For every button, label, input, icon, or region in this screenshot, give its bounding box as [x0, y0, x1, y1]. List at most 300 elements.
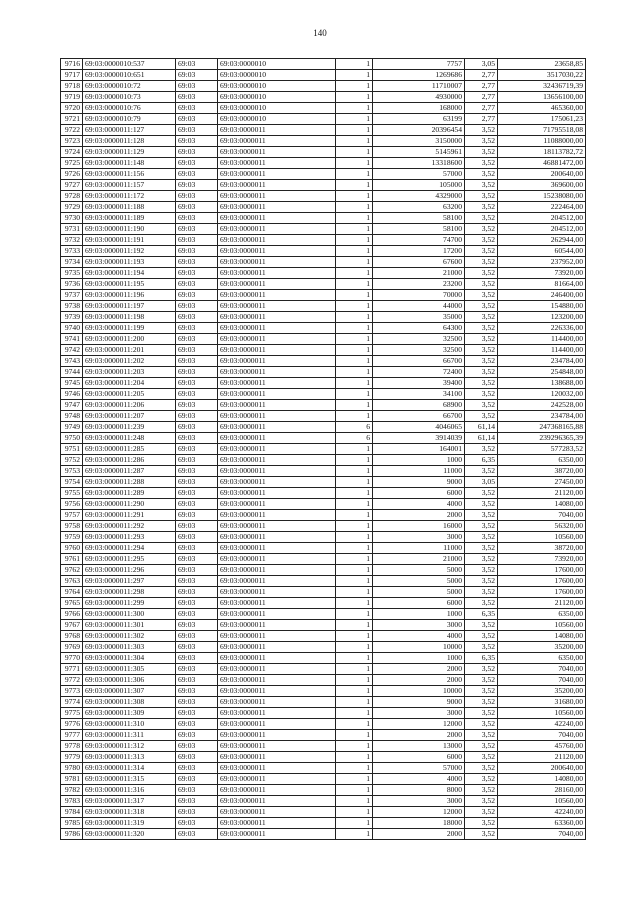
table-row [61, 70, 586, 81]
area-value-cell: 9000 [373, 697, 465, 708]
specific-value-cell: 3,52 [465, 752, 498, 763]
cadastral-value-cell: 262944,00 [498, 235, 586, 246]
cadastral-number-cell: 69:03:0000011:305 [83, 664, 176, 675]
table-row [61, 433, 586, 444]
table-row [61, 697, 586, 708]
row-number-cell: 9762 [61, 565, 83, 576]
cadastral-quarter-cell: 69:03:0000011 [218, 312, 336, 323]
specific-value-cell: 6,35 [465, 455, 498, 466]
district-code-cell: 69:03 [176, 125, 218, 136]
row-number-cell: 9740 [61, 323, 83, 334]
use-group-cell: 1 [336, 158, 373, 169]
table-row [61, 763, 586, 774]
area-value-cell: 4930000 [373, 92, 465, 103]
district-code-cell: 69:03 [176, 81, 218, 92]
cadastral-value-cell: 10560,00 [498, 708, 586, 719]
cadastral-value-cell: 175061,23 [498, 114, 586, 125]
cadastral-quarter-cell: 69:03:0000011 [218, 774, 336, 785]
cadastral-quarter-cell: 69:03:0000011 [218, 477, 336, 488]
cadastral-value-cell: 42240,00 [498, 719, 586, 730]
cadastral-value-cell: 71795518,08 [498, 125, 586, 136]
specific-value-cell: 2,77 [465, 92, 498, 103]
area-value-cell: 1269686 [373, 70, 465, 81]
use-group-cell: 1 [336, 81, 373, 92]
area-value-cell: 12000 [373, 807, 465, 818]
cadastral-number-cell: 69:03:0000011:304 [83, 653, 176, 664]
cadastral-value-cell: 3517030,22 [498, 70, 586, 81]
district-code-cell: 69:03 [176, 279, 218, 290]
area-value-cell: 5000 [373, 565, 465, 576]
cadastral-number-cell: 69:03:0000011:308 [83, 697, 176, 708]
district-code-cell: 69:03 [176, 180, 218, 191]
table-row [61, 246, 586, 257]
area-value-cell: 9000 [373, 477, 465, 488]
cadastral-value-cell: 46881472,00 [498, 158, 586, 169]
district-code-cell: 69:03 [176, 719, 218, 730]
use-group-cell: 1 [336, 763, 373, 774]
cadastral-quarter-cell: 69:03:0000011 [218, 785, 336, 796]
row-number-cell: 9746 [61, 389, 83, 400]
cadastral-value-cell: 63360,00 [498, 818, 586, 829]
cadastral-quarter-cell: 69:03:0000011 [218, 422, 336, 433]
cadastral-number-cell: 69:03:0000011:313 [83, 752, 176, 763]
district-code-cell: 69:03 [176, 477, 218, 488]
use-group-cell: 1 [336, 642, 373, 653]
cadastral-number-cell: 69:03:0000011:198 [83, 312, 176, 323]
cadastral-quarter-cell: 69:03:0000011 [218, 257, 336, 268]
table-row [61, 576, 586, 587]
district-code-cell: 69:03 [176, 455, 218, 466]
cadastral-number-cell: 69:03:0000010:79 [83, 114, 176, 125]
row-number-cell: 9737 [61, 290, 83, 301]
district-code-cell: 69:03 [176, 741, 218, 752]
specific-value-cell: 3,52 [465, 807, 498, 818]
area-value-cell: 3000 [373, 796, 465, 807]
district-code-cell: 69:03 [176, 642, 218, 653]
use-group-cell: 1 [336, 477, 373, 488]
district-code-cell: 69:03 [176, 510, 218, 521]
cadastral-value-cell: 7040,00 [498, 675, 586, 686]
table-row [61, 521, 586, 532]
cadastral-quarter-cell: 69:03:0000011 [218, 818, 336, 829]
specific-value-cell: 3,52 [465, 554, 498, 565]
row-number-cell: 9771 [61, 664, 83, 675]
cadastral-quarter-cell: 69:03:0000011 [218, 686, 336, 697]
area-value-cell: 39400 [373, 378, 465, 389]
district-code-cell: 69:03 [176, 400, 218, 411]
district-code-cell: 69:03 [176, 191, 218, 202]
district-code-cell: 69:03 [176, 411, 218, 422]
table-row [61, 785, 586, 796]
table-row [61, 147, 586, 158]
cadastral-number-cell: 69:03:0000011:172 [83, 191, 176, 202]
table-row [61, 653, 586, 664]
cadastral-number-cell: 69:03:0000010:73 [83, 92, 176, 103]
cadastral-quarter-cell: 69:03:0000011 [218, 664, 336, 675]
specific-value-cell: 2,77 [465, 81, 498, 92]
row-number-cell: 9744 [61, 367, 83, 378]
cadastral-quarter-cell: 69:03:0000011 [218, 378, 336, 389]
cadastral-quarter-cell: 69:03:0000011 [218, 675, 336, 686]
use-group-cell: 1 [336, 59, 373, 70]
use-group-cell: 1 [336, 125, 373, 136]
district-code-cell: 69:03 [176, 103, 218, 114]
cadastral-value-cell: 38720,00 [498, 466, 586, 477]
specific-value-cell: 3,52 [465, 763, 498, 774]
row-number-cell: 9758 [61, 521, 83, 532]
specific-value-cell: 3,52 [465, 257, 498, 268]
cadastral-quarter-cell: 69:03:0000011 [218, 620, 336, 631]
cadastral-value-cell: 6350,00 [498, 455, 586, 466]
cadastral-number-cell: 69:03:0000011:297 [83, 576, 176, 587]
area-value-cell: 3000 [373, 620, 465, 631]
district-code-cell: 69:03 [176, 543, 218, 554]
cadastral-quarter-cell: 69:03:0000011 [218, 125, 336, 136]
cadastral-number-cell: 69:03:0000011:299 [83, 598, 176, 609]
cadastral-value-cell: 222464,00 [498, 202, 586, 213]
use-group-cell: 1 [336, 774, 373, 785]
cadastral-value-cell: 247368165,88 [498, 422, 586, 433]
use-group-cell: 1 [336, 818, 373, 829]
area-value-cell: 10000 [373, 642, 465, 653]
area-value-cell: 10000 [373, 686, 465, 697]
cadastral-value-cell: 7040,00 [498, 664, 586, 675]
use-group-cell: 1 [336, 268, 373, 279]
cadastral-value-cell: 35200,00 [498, 686, 586, 697]
cadastral-number-cell: 69:03:0000011:289 [83, 488, 176, 499]
cadastral-number-cell: 69:03:0000011:148 [83, 158, 176, 169]
table-row [61, 158, 586, 169]
area-value-cell: 58100 [373, 224, 465, 235]
cadastral-quarter-cell: 69:03:0000011 [218, 433, 336, 444]
cadastral-value-cell: 7040,00 [498, 829, 586, 840]
district-code-cell: 69:03 [176, 356, 218, 367]
specific-value-cell: 3,52 [465, 620, 498, 631]
cadastral-quarter-cell: 69:03:0000011 [218, 752, 336, 763]
cadastral-value-cell: 114400,00 [498, 334, 586, 345]
cadastral-number-cell: 69:03:0000011:318 [83, 807, 176, 818]
cadastral-quarter-cell: 69:03:0000011 [218, 829, 336, 840]
cadastral-number-cell: 69:03:0000011:286 [83, 455, 176, 466]
cadastral-quarter-cell: 69:03:0000011 [218, 235, 336, 246]
area-value-cell: 64300 [373, 323, 465, 334]
use-group-cell: 1 [336, 521, 373, 532]
cadastral-value-cell: 246400,00 [498, 290, 586, 301]
cadastral-value-cell: 21120,00 [498, 488, 586, 499]
use-group-cell: 1 [336, 829, 373, 840]
district-code-cell: 69:03 [176, 532, 218, 543]
table-row [61, 477, 586, 488]
cadastral-value-cell: 226336,00 [498, 323, 586, 334]
cadastral-quarter-cell: 69:03:0000011 [218, 411, 336, 422]
area-value-cell: 3000 [373, 532, 465, 543]
row-number-cell: 9741 [61, 334, 83, 345]
table-row [61, 136, 586, 147]
cadastral-value-cell: 204512,00 [498, 224, 586, 235]
use-group-cell: 1 [336, 741, 373, 752]
district-code-cell: 69:03 [176, 774, 218, 785]
table-row [61, 367, 586, 378]
table-row [61, 664, 586, 675]
cadastral-value-cell: 17600,00 [498, 565, 586, 576]
specific-value-cell: 3,52 [465, 785, 498, 796]
row-number-cell: 9728 [61, 191, 83, 202]
specific-value-cell: 3,05 [465, 59, 498, 70]
area-value-cell: 72400 [373, 367, 465, 378]
specific-value-cell: 3,52 [465, 444, 498, 455]
district-code-cell: 69:03 [176, 620, 218, 631]
use-group-cell: 1 [336, 807, 373, 818]
cadastral-quarter-cell: 69:03:0000011 [218, 708, 336, 719]
use-group-cell: 1 [336, 257, 373, 268]
table-row [61, 125, 586, 136]
specific-value-cell: 3,52 [465, 268, 498, 279]
cadastral-number-cell: 69:03:0000011:129 [83, 147, 176, 158]
cadastral-quarter-cell: 69:03:0000010 [218, 70, 336, 81]
use-group-cell: 1 [336, 356, 373, 367]
row-number-cell: 9749 [61, 422, 83, 433]
district-code-cell: 69:03 [176, 235, 218, 246]
specific-value-cell: 3,52 [465, 741, 498, 752]
cadastral-number-cell: 69:03:0000011:320 [83, 829, 176, 840]
use-group-cell: 1 [336, 565, 373, 576]
cadastral-number-cell: 69:03:0000011:156 [83, 169, 176, 180]
table-row [61, 81, 586, 92]
area-value-cell: 2000 [373, 510, 465, 521]
district-code-cell: 69:03 [176, 433, 218, 444]
specific-value-cell: 3,52 [465, 246, 498, 257]
table-row [61, 488, 586, 499]
specific-value-cell: 61,14 [465, 433, 498, 444]
table-row [61, 323, 586, 334]
row-number-cell: 9778 [61, 741, 83, 752]
cadastral-number-cell: 69:03:0000011:300 [83, 609, 176, 620]
row-number-cell: 9743 [61, 356, 83, 367]
cadastral-value-cell: 154880,00 [498, 301, 586, 312]
use-group-cell: 1 [336, 609, 373, 620]
district-code-cell: 69:03 [176, 268, 218, 279]
use-group-cell: 1 [336, 576, 373, 587]
area-value-cell: 7757 [373, 59, 465, 70]
area-value-cell: 5000 [373, 587, 465, 598]
row-number-cell: 9773 [61, 686, 83, 697]
specific-value-cell: 3,52 [465, 532, 498, 543]
cadastral-quarter-cell: 69:03:0000011 [218, 730, 336, 741]
area-value-cell: 2000 [373, 829, 465, 840]
table-row [61, 279, 586, 290]
table-row [61, 312, 586, 323]
cadastral-number-cell: 69:03:0000011:127 [83, 125, 176, 136]
specific-value-cell: 3,52 [465, 400, 498, 411]
use-group-cell: 1 [336, 235, 373, 246]
table-row [61, 202, 586, 213]
use-group-cell: 1 [336, 345, 373, 356]
district-code-cell: 69:03 [176, 92, 218, 103]
row-number-cell: 9719 [61, 92, 83, 103]
table-row [61, 466, 586, 477]
cadastral-value-cell: 14080,00 [498, 499, 586, 510]
specific-value-cell: 3,52 [465, 389, 498, 400]
table-row [61, 400, 586, 411]
cadastral-value-cell: 42240,00 [498, 807, 586, 818]
cadastral-quarter-cell: 69:03:0000011 [218, 334, 336, 345]
cadastral-value-cell: 21120,00 [498, 752, 586, 763]
area-value-cell: 1000 [373, 653, 465, 664]
cadastral-value-cell: 32436719,39 [498, 81, 586, 92]
table-row [61, 543, 586, 554]
cadastral-number-cell: 69:03:0000011:239 [83, 422, 176, 433]
district-code-cell: 69:03 [176, 587, 218, 598]
cadastral-value-cell: 28160,00 [498, 785, 586, 796]
cadastral-quarter-cell: 69:03:0000011 [218, 587, 336, 598]
cadastral-value-cell: 254848,00 [498, 367, 586, 378]
use-group-cell: 1 [336, 334, 373, 345]
use-group-cell: 1 [336, 70, 373, 81]
specific-value-cell: 3,52 [465, 664, 498, 675]
table-row [61, 631, 586, 642]
cadastral-number-cell: 69:03:0000011:192 [83, 246, 176, 257]
district-code-cell: 69:03 [176, 334, 218, 345]
specific-value-cell: 3,52 [465, 191, 498, 202]
area-value-cell: 32500 [373, 334, 465, 345]
use-group-cell: 1 [336, 697, 373, 708]
table-row [61, 114, 586, 125]
cadastral-number-cell: 69:03:0000011:204 [83, 378, 176, 389]
district-code-cell: 69:03 [176, 521, 218, 532]
table-row [61, 818, 586, 829]
cadastral-quarter-cell: 69:03:0000011 [218, 455, 336, 466]
specific-value-cell: 3,52 [465, 279, 498, 290]
area-value-cell: 23200 [373, 279, 465, 290]
specific-value-cell: 3,52 [465, 587, 498, 598]
cadastral-number-cell: 69:03:0000011:292 [83, 521, 176, 532]
cadastral-number-cell: 69:03:0000011:248 [83, 433, 176, 444]
row-number-cell: 9753 [61, 466, 83, 477]
district-code-cell: 69:03 [176, 631, 218, 642]
district-code-cell: 69:03 [176, 70, 218, 81]
specific-value-cell: 3,52 [465, 543, 498, 554]
row-number-cell: 9725 [61, 158, 83, 169]
use-group-cell: 1 [336, 675, 373, 686]
cadastral-number-cell: 69:03:0000011:288 [83, 477, 176, 488]
district-code-cell: 69:03 [176, 609, 218, 620]
table-row [61, 829, 586, 840]
table-row [61, 169, 586, 180]
area-value-cell: 5145961 [373, 147, 465, 158]
row-number-cell: 9727 [61, 180, 83, 191]
district-code-cell: 69:03 [176, 829, 218, 840]
cadastral-value-cell: 27450,00 [498, 477, 586, 488]
row-number-cell: 9759 [61, 532, 83, 543]
area-value-cell: 2000 [373, 664, 465, 675]
use-group-cell: 1 [336, 532, 373, 543]
area-value-cell: 32500 [373, 345, 465, 356]
area-value-cell: 3000 [373, 708, 465, 719]
row-number-cell: 9755 [61, 488, 83, 499]
row-number-cell: 9780 [61, 763, 83, 774]
area-value-cell: 18000 [373, 818, 465, 829]
row-number-cell: 9785 [61, 818, 83, 829]
cadastral-value-cell: 242528,00 [498, 400, 586, 411]
area-value-cell: 164001 [373, 444, 465, 455]
use-group-cell: 1 [336, 444, 373, 455]
table-row [61, 356, 586, 367]
area-value-cell: 2000 [373, 730, 465, 741]
row-number-cell: 9764 [61, 587, 83, 598]
table-row [61, 774, 586, 785]
use-group-cell: 6 [336, 422, 373, 433]
cadastral-quarter-cell: 69:03:0000011 [218, 367, 336, 378]
cadastral-value-cell: 73920,00 [498, 554, 586, 565]
district-code-cell: 69:03 [176, 290, 218, 301]
specific-value-cell: 3,52 [465, 521, 498, 532]
row-number-cell: 9756 [61, 499, 83, 510]
district-code-cell: 69:03 [176, 345, 218, 356]
area-value-cell: 20396454 [373, 125, 465, 136]
specific-value-cell: 3,52 [465, 576, 498, 587]
use-group-cell: 1 [336, 620, 373, 631]
specific-value-cell: 3,52 [465, 631, 498, 642]
cadastral-value-cell: 10560,00 [498, 532, 586, 543]
specific-value-cell: 2,77 [465, 103, 498, 114]
cadastral-number-cell: 69:03:0000011:188 [83, 202, 176, 213]
row-number-cell: 9779 [61, 752, 83, 763]
cadastral-value-cell: 123200,00 [498, 312, 586, 323]
district-code-cell: 69:03 [176, 301, 218, 312]
row-number-cell: 9732 [61, 235, 83, 246]
row-number-cell: 9742 [61, 345, 83, 356]
cadastral-quarter-cell: 69:03:0000011 [218, 521, 336, 532]
use-group-cell: 1 [336, 587, 373, 598]
table-row [61, 587, 586, 598]
specific-value-cell: 3,05 [465, 477, 498, 488]
specific-value-cell: 3,52 [465, 642, 498, 653]
district-code-cell: 69:03 [176, 136, 218, 147]
cadastral-quarter-cell: 69:03:0000011 [218, 345, 336, 356]
district-code-cell: 69:03 [176, 169, 218, 180]
cadastral-number-cell: 69:03:0000011:199 [83, 323, 176, 334]
specific-value-cell: 3,52 [465, 312, 498, 323]
use-group-cell: 1 [336, 191, 373, 202]
cadastral-quarter-cell: 69:03:0000011 [218, 180, 336, 191]
page-number: 140 [313, 28, 327, 38]
cadastral-value-cell: 204512,00 [498, 213, 586, 224]
specific-value-cell: 3,52 [465, 378, 498, 389]
cadastral-quarter-cell: 69:03:0000011 [218, 631, 336, 642]
specific-value-cell: 3,52 [465, 323, 498, 334]
table-row [61, 422, 586, 433]
district-code-cell: 69:03 [176, 499, 218, 510]
cadastral-quarter-cell: 69:03:0000011 [218, 697, 336, 708]
row-number-cell: 9720 [61, 103, 83, 114]
row-number-cell: 9770 [61, 653, 83, 664]
specific-value-cell: 3,52 [465, 697, 498, 708]
table-row [61, 554, 586, 565]
district-code-cell: 69:03 [176, 378, 218, 389]
cadastral-value-cell: 6350,00 [498, 609, 586, 620]
row-number-cell: 9786 [61, 829, 83, 840]
row-number-cell: 9717 [61, 70, 83, 81]
district-code-cell: 69:03 [176, 213, 218, 224]
district-code-cell: 69:03 [176, 444, 218, 455]
cadastral-quarter-cell: 69:03:0000011 [218, 301, 336, 312]
table-row [61, 378, 586, 389]
cadastral-value-cell: 138688,00 [498, 378, 586, 389]
cadastral-value-cell: 237952,00 [498, 257, 586, 268]
cadastral-number-cell: 69:03:0000011:303 [83, 642, 176, 653]
table-row [61, 675, 586, 686]
specific-value-cell: 3,52 [465, 136, 498, 147]
